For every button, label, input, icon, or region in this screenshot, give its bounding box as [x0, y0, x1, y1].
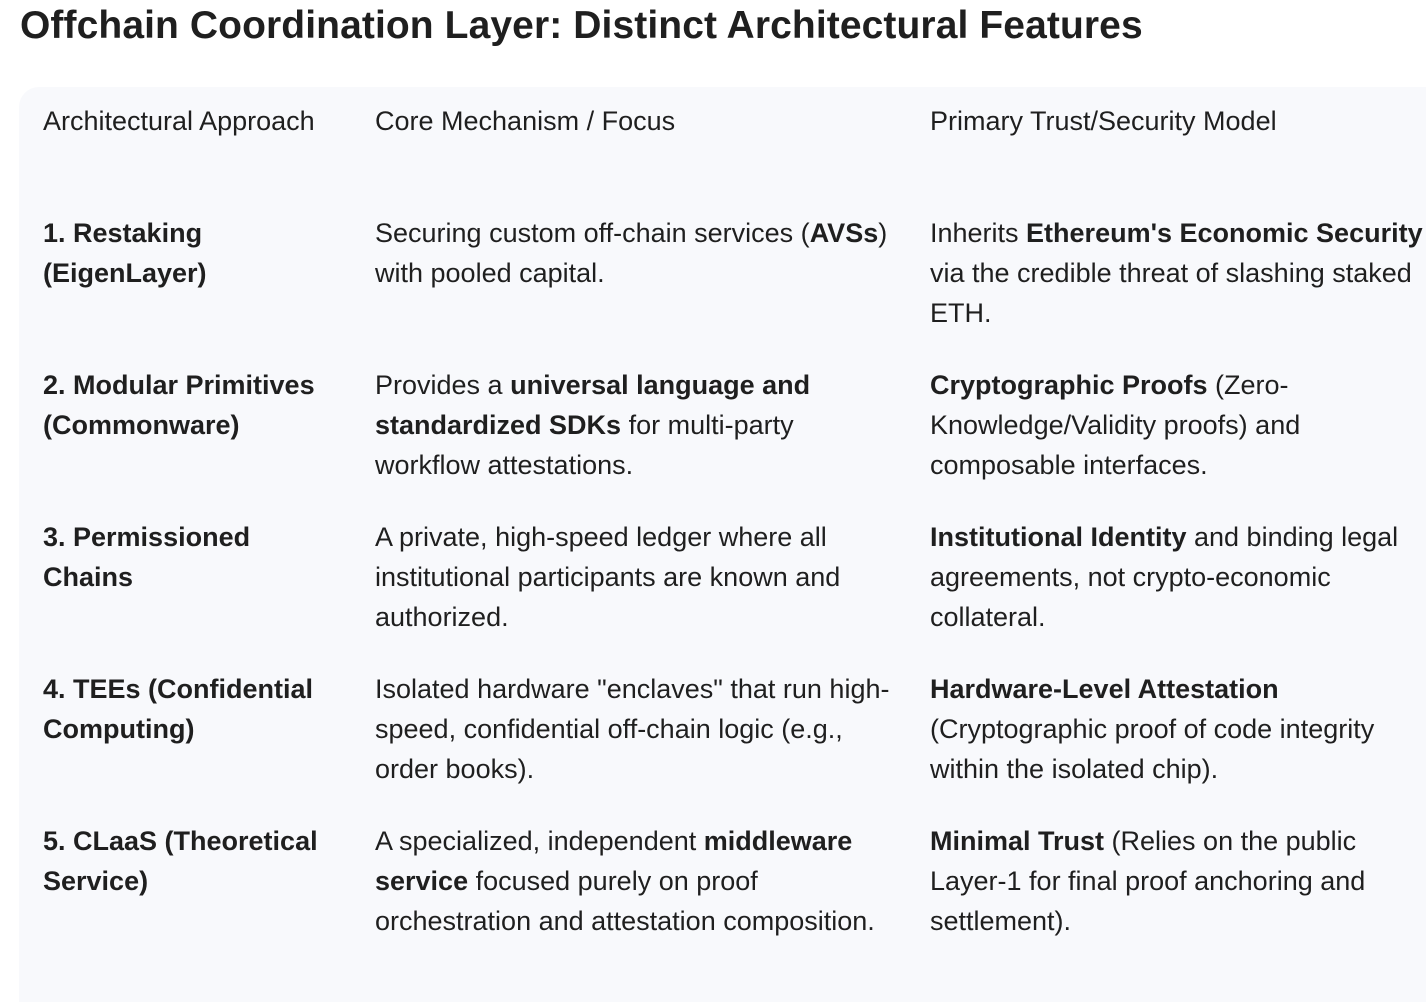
- row-approach-restaking: 1. Restaking (EigenLayer): [43, 218, 207, 288]
- row-trust-claas: Minimal Trust (Relies on the public Layer-1 for final proof anchoring and settlement).: [930, 826, 1366, 936]
- page-title: Offchain Coordination Layer: Distinct Architectural Features: [20, 4, 1143, 47]
- row-trust-restaking: Inherits Ethereum's Economic Security via the credible threat of slashing staked ETH.: [930, 218, 1423, 328]
- row-approach-claas: 5. CLaaS (Theoretical Service): [43, 826, 318, 896]
- column-header-mechanism: Core Mechanism / Focus: [375, 106, 676, 136]
- row-trust-modular-primitives: Cryptographic Proofs (Zero-Knowledge/Validity proofs) and composable interfaces.: [930, 370, 1301, 480]
- row-mechanism-modular-primitives: Provides a universal language and standardized SDKs for multi-party workflow attestations.: [375, 370, 811, 480]
- row-approach-permissioned-chains: 3. Permissioned Chains: [43, 522, 251, 592]
- row-mechanism-claas: A specialized, independent middleware service focused purely on proof orchestration and attestation composition.: [375, 826, 875, 936]
- row-trust-permissioned-chains: Institutional Identity and binding legal agreements, not crypto-economic collateral.: [930, 522, 1399, 632]
- column-header-approach: Architectural Approach: [43, 106, 315, 136]
- row-approach-modular-primitives: 2. Modular Primitives (Commonware): [43, 370, 315, 440]
- column-header-trust-model: Primary Trust/Security Model: [930, 106, 1277, 136]
- row-approach-tees: 4. TEEs (Confidential Computing): [43, 674, 314, 744]
- row-mechanism-restaking: Securing custom off-chain services (AVSs) with pooled capital.: [375, 218, 888, 288]
- features-table: [19, 87, 1426, 1002]
- row-mechanism-tees: Isolated hardware "enclaves" that run high-speed, confidential off-chain logic (e.g., order books).: [375, 674, 890, 784]
- row-trust-tees: Hardware-Level Attestation (Cryptographic proof of code integrity within the isolated chip).: [930, 674, 1375, 784]
- row-mechanism-permissioned-chains: A private, high-speed ledger where all institutional participants are known and authorized.: [375, 522, 841, 632]
